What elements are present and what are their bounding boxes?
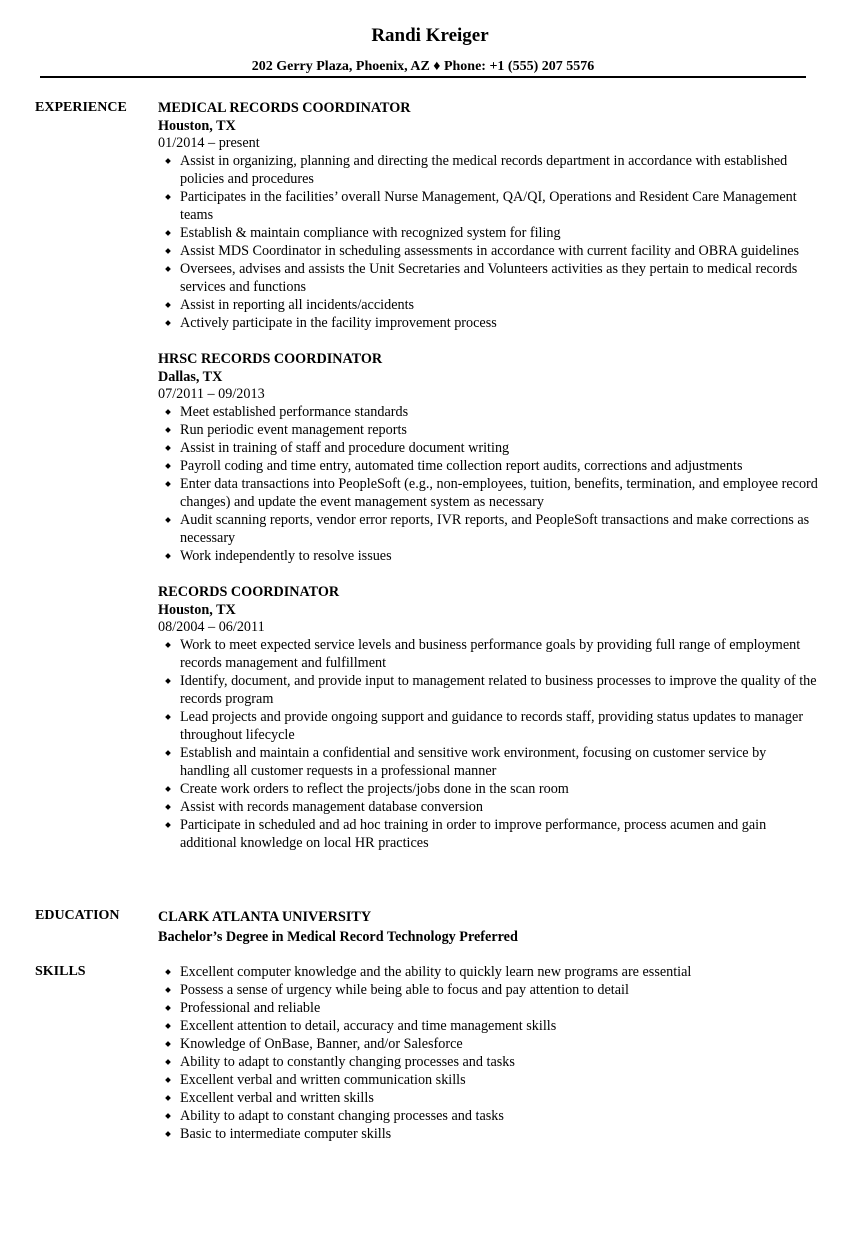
job-location: Houston, TX [158, 118, 236, 134]
bullet-item: Work independently to resolve issues [158, 547, 818, 565]
job-dates: 08/2004 – 06/2011 [158, 619, 265, 635]
bullet-item: Audit scanning reports, vendor error reports, IVR reports, and PeopleSoft transactions and make corrections as necessary [158, 511, 818, 547]
job-title: HRSC RECORDS COORDINATOR [158, 351, 383, 367]
bullet-item: Establish and maintain a confidential and sensitive work environment, focusing on customer service by handling all customer requests in a professional manner [158, 744, 818, 780]
job-entry [158, 99, 818, 332]
bullet-item: Oversees, advises and assists the Unit Secretaries and Volunteers activities as they pertain to medical records services and functions [158, 260, 818, 296]
job-entry [158, 583, 818, 852]
bullet-item: Assist with records management database conversion [158, 798, 818, 816]
skill-item: Ability to adapt to constantly changing processes and tasks [158, 1053, 818, 1071]
job-title: MEDICAL RECORDS COORDINATOR [158, 100, 411, 116]
skill-item: Basic to intermediate computer skills [158, 1125, 818, 1143]
skill-item: Ability to adapt to constant changing processes and tasks [158, 1107, 818, 1125]
skills-bullets [158, 963, 818, 1143]
degree: Bachelor’s Degree in Medical Record Technology Preferred [158, 929, 518, 945]
job-location: Houston, TX [158, 602, 236, 618]
bullet-item: Assist MDS Coordinator in scheduling assessments in accordance with current facility and OBRA guidelines [158, 242, 818, 260]
bullet-item: Participate in scheduled and ad hoc training in order to improve performance, process acumen and gain additional knowledge on local HR practices [158, 816, 818, 852]
bullet-item: Actively participate in the facility improvement process [158, 314, 818, 332]
job-dates: 01/2014 – present [158, 135, 260, 151]
job-bullets [158, 152, 818, 332]
job-bullets [158, 403, 818, 565]
job-bullets [158, 636, 818, 852]
job-location: Dallas, TX [158, 369, 223, 385]
bullet-item: Meet established performance standards [158, 403, 818, 421]
bullet-item: Lead projects and provide ongoing support and guidance to records staff, providing status updates to manager throughout lifecycle [158, 708, 818, 744]
bullet-item: Assist in organizing, planning and directing the medical records department in accordance with established policies and procedures [158, 152, 818, 188]
skill-item: Excellent attention to detail, accuracy and time management skills [158, 1017, 818, 1035]
header-divider [40, 76, 806, 78]
section-label-experience: EXPERIENCE [35, 100, 127, 115]
bullet-item: Identify, document, and provide input to management related to business processes to improve the quality of the records program [158, 672, 818, 708]
bullet-item: Work to meet expected service levels and business performance goals by providing full range of employment records management and fulfillment [158, 636, 818, 672]
skill-item: Excellent computer knowledge and the ability to quickly learn new programs are essential [158, 963, 818, 981]
skills-list [158, 963, 818, 1143]
bullet-item: Assist in training of staff and procedure document writing [158, 439, 818, 457]
skill-item: Professional and reliable [158, 999, 818, 1017]
candidate-name: Randi Kreiger [371, 25, 489, 46]
bullet-item: Payroll coding and time entry, automated time collection report audits, corrections and adjustments [158, 457, 818, 475]
job-title: RECORDS COORDINATOR [158, 584, 340, 600]
job-entry [158, 350, 818, 565]
bullet-item: Participates in the facilities’ overall Nurse Management, QA/QI, Operations and Resident Care Management teams [158, 188, 818, 224]
experience-list [158, 99, 818, 870]
skill-item: Excellent verbal and written skills [158, 1089, 818, 1107]
education-entry [158, 907, 818, 947]
skill-item: Possess a sense of urgency while being able to focus and pay attention to detail [158, 981, 818, 999]
bullet-item: Establish & maintain compliance with recognized system for filing [158, 224, 818, 242]
section-label-education: EDUCATION [35, 908, 120, 923]
bullet-item: Assist in reporting all incidents/accidents [158, 296, 818, 314]
skill-item: Excellent verbal and written communication skills [158, 1071, 818, 1089]
school-name: CLARK ATLANTA UNIVERSITY [158, 909, 372, 925]
contact-line: 202 Gerry Plaza, Phoenix, AZ ♦ Phone: +1 (555) 207 5576 [251, 59, 595, 74]
section-label-skills: SKILLS [35, 964, 86, 979]
job-dates: 07/2011 – 09/2013 [158, 386, 265, 402]
skill-item: Knowledge of OnBase, Banner, and/or Salesforce [158, 1035, 818, 1053]
bullet-item: Run periodic event management reports [158, 421, 818, 439]
bullet-item: Enter data transactions into PeopleSoft (e.g., non-employees, tuition, benefits, termination, and employee record changes) and update the event management system as necessary [158, 475, 818, 511]
bullet-item: Create work orders to reflect the projects/jobs done in the scan room [158, 780, 818, 798]
